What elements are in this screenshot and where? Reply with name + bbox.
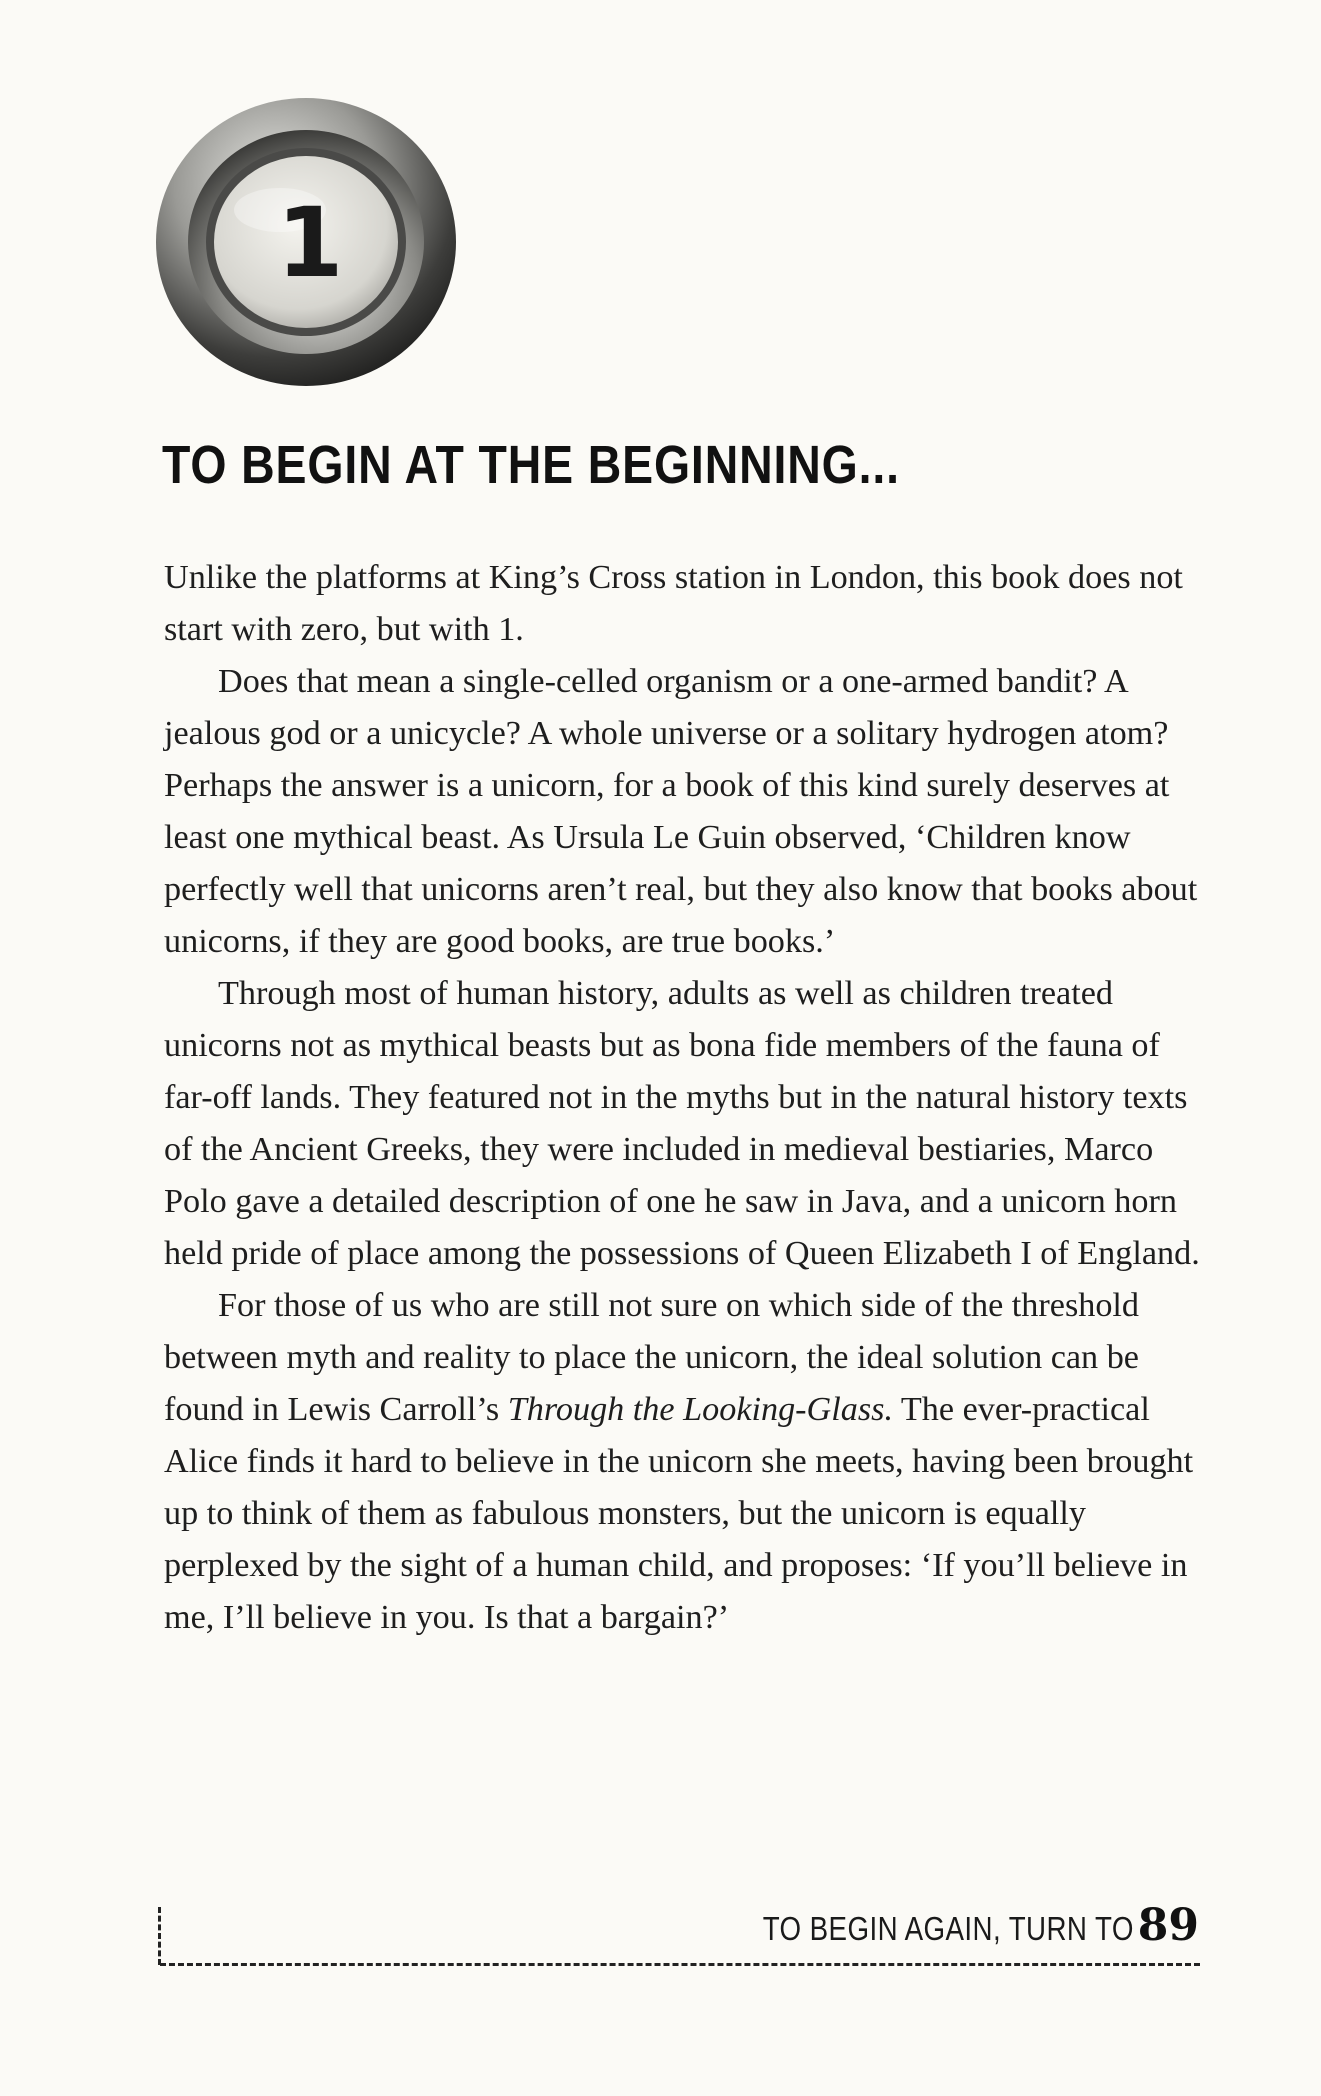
dashed-frame-bottom (160, 1963, 1200, 1966)
body-text (164, 552, 1214, 1644)
badge-graphic (150, 92, 462, 392)
book-title-italic: Through the Looking-Glass. (507, 1391, 893, 1428)
paragraph-4-before: For those of us who are still not sure on which side of the threshold between myth and reality to place the unicorn, the ideal solution can be found in Lewis Carroll’s (164, 1287, 1140, 1428)
paragraph-2: Does that mean a single-celled organism or a one-armed bandit? A jealous god or a unicycle? A whole universe or a solitary hydrogen atom? Perhaps the answer is a unicorn, for a book of this kind surely deserves at least one mythical beast. As Ursula Le Guin observed, ‘Children know perfectly well that unicorns aren’t real, but they also know that books about unicorns, if they are good books, are true books.’ (164, 663, 1198, 960)
numbered-button-icon (150, 92, 462, 392)
paragraph-4 (164, 1280, 1214, 1644)
paragraph-4-after: The ever-practical Alice finds it hard to believe in the unicorn she meets, having been brought up to think of them as fabulous monsters, but the unicorn is equally perplexed by the sight of a human child, and proposes: ‘If you’ll believe in me, I’ll believe in you. Is that a bargain?’ (164, 1391, 1194, 1636)
paragraph-3: Through most of human history, adults as well as children treated unicorns not as mythical beasts but as bona fide members of the fauna of far-off lands. They featured not in the myths but in the natural history texts of the Ancient Greeks, they were included in medieval bestiaries, Marco Polo gave a detailed description of one he saw in Java, and a unicorn horn held pride of place among the possessions of Queen Elizabeth I of England. (164, 975, 1200, 1272)
paragraph-1: Unlike the platforms at King’s Cross station in London, this book does not start with zero, but with 1. (164, 559, 1183, 648)
dashed-frame-left (158, 1907, 161, 1965)
turn-to-link[interactable] (692, 1900, 1199, 1951)
turn-to-page-number[interactable]: 89 (1137, 1900, 1199, 1951)
badge-number: 1 (276, 187, 344, 299)
turn-to-label: TO BEGIN AGAIN, TURN TO (762, 1910, 1134, 1947)
chapter-title: TO BEGIN AT THE BEGINNING... (162, 435, 900, 495)
